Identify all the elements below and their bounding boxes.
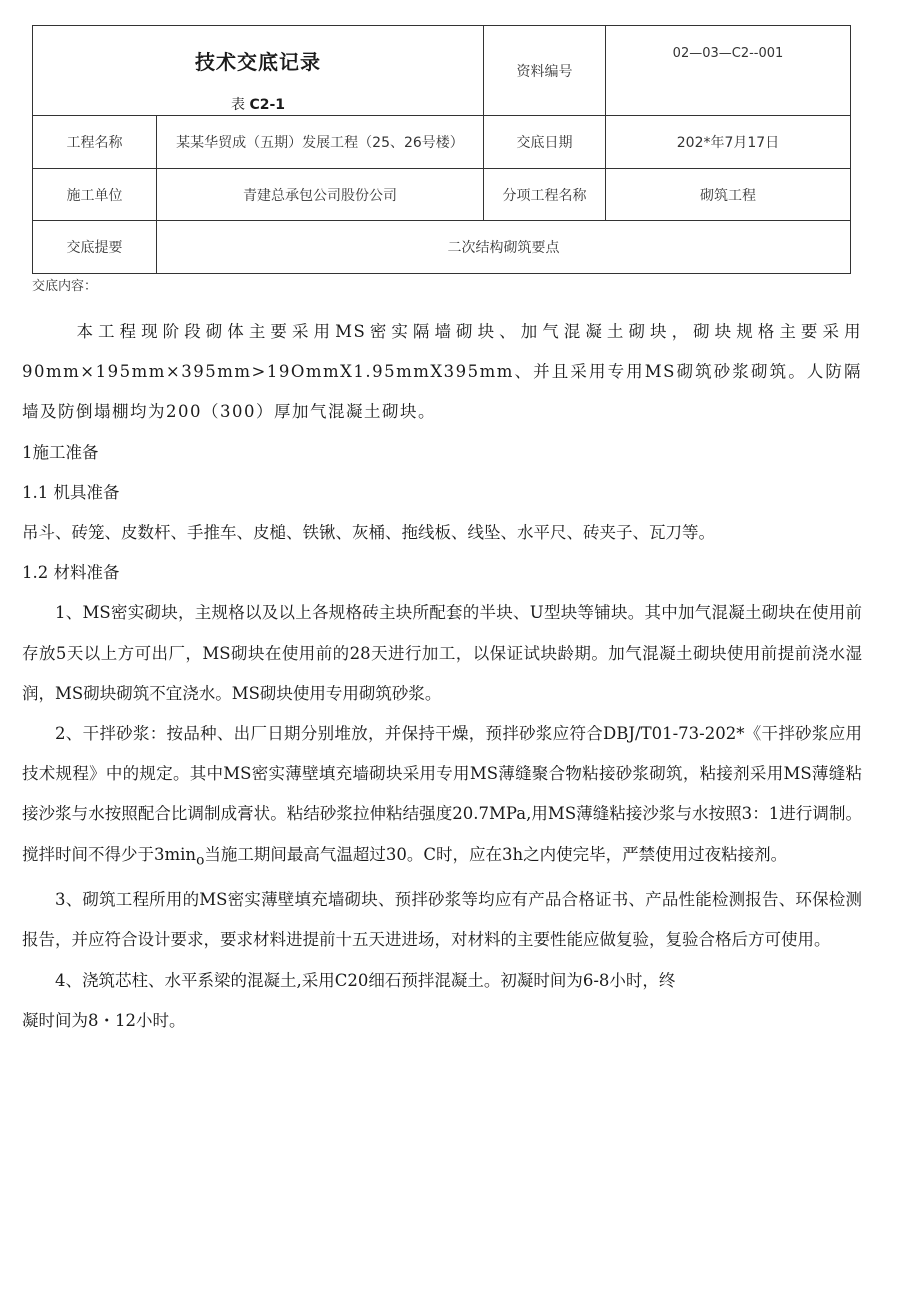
- intro-paragraph: 本工程现阶段砌体主要采用MS密实隔墙砌块、加气混凝土砌块，砌块规格主要采用90mm×195mm×395mm>19OmmX1.95mmX395mm、并且采用专用MS砌筑砂浆砌筑。人防隔墙及防倒塌棚均为200（300）厚加气混凝土砌块。: [22, 322, 862, 422]
- material-item-4-line-1: 4、浇筑芯柱、水平系梁的混凝土,采用C20细石预拌混凝土。初凝时间为6-8小时，终: [55, 970, 676, 990]
- form-code-value: C2-1: [249, 97, 286, 113]
- title-cell: [33, 26, 484, 116]
- form-code: [33, 94, 483, 114]
- material-item-3: 3、砌筑工程所用的MS密实薄壁填充墙砌块、预拌砂浆等均应有产品合格证书、产品性能检测报告、环保检测报告，并应符合设计要求，要求材料进提前十五天进进场，对材料的主要性能应做复验，复验合格后方可使用。: [22, 890, 862, 950]
- header-table: [32, 25, 851, 274]
- section-heading-1-2: 1.2 材料准备: [22, 563, 120, 583]
- summary-value: 二次结构砌筑要点: [157, 221, 851, 274]
- content-label: 交底内容：: [32, 279, 98, 294]
- section-heading-1: 1施工准备: [22, 442, 99, 462]
- section-heading-1-1: 1.1 机具准备: [22, 482, 120, 502]
- doc-no-value: 02—03—C2--001: [606, 26, 851, 116]
- material-item-1: 1、MS密实砌块，主规格以及以上各规格砖主块所配套的半块、U型块等铺块。其中加气混凝土砌块在使用前存放5天以上方可出厂，MS砌块在使用前的28天进行加工，以保证试块龄期。加气混凝土砌块使用前提前浇水湿润，MS砌块砌筑不宜浇水。MS砌块使用专用砌筑砂浆。: [22, 603, 862, 703]
- form-prefix: 表: [230, 97, 245, 113]
- material-item-2-subscript: o: [196, 851, 205, 868]
- material-item-2: [22, 714, 862, 880]
- sub-project-label: 分项工程名称: [484, 169, 606, 221]
- date-value: 202*年7月17日: [606, 116, 851, 169]
- project-name-label: 工程名称: [33, 116, 157, 169]
- contractor-row: [33, 169, 851, 221]
- summary-row: [33, 221, 851, 274]
- project-name-value: 某某华贸成（五期）发展工程（25、26号楼）: [157, 116, 484, 169]
- project-row: [33, 116, 851, 169]
- date-label: 交底日期: [484, 116, 606, 169]
- document-title: 技术交底记录: [195, 50, 321, 74]
- material-item-4-line-2: 凝时间为8・12小时。: [22, 1010, 186, 1030]
- material-item-2-part-a: 2、干拌砂浆：按品种、出厂日期分别堆放，并保持干燥，预拌砂浆应符合DBJ/T01-73-202*《干拌砂浆应用技术规程》中的规定。其中MS密实薄壁填充墙砌块采用专用MS薄缝聚合物粘接砂浆砌筑，粘接剂采用MS薄缝粘接沙浆与水按照配合比调制成膏状。粘结砂浆拉伸粘结强度20.7MPa,用MS薄缝粘接沙浆与水按照3：1进行调制。搅拌时间不得少于3min: [22, 724, 862, 864]
- title-row: [33, 26, 851, 116]
- document-body: [22, 312, 862, 1041]
- tools-list: 吊斗、砖笼、皮数杆、手推车、皮槌、铁锹、灰桶、拖线板、线坠、水平尺、砖夹子、瓦刀等。: [22, 523, 715, 543]
- summary-label: 交底提要: [33, 221, 157, 274]
- sub-project-value: 砌筑工程: [606, 169, 851, 221]
- contractor-value: 青建总承包公司股份公司: [157, 169, 484, 221]
- doc-no-label: 资料编号: [484, 26, 606, 116]
- contractor-label: 施工单位: [33, 169, 157, 221]
- material-item-2-part-b: 当施工期间最高气温超过30。C时，应在3h之内使完毕，严禁使用过夜粘接剂。: [204, 844, 788, 864]
